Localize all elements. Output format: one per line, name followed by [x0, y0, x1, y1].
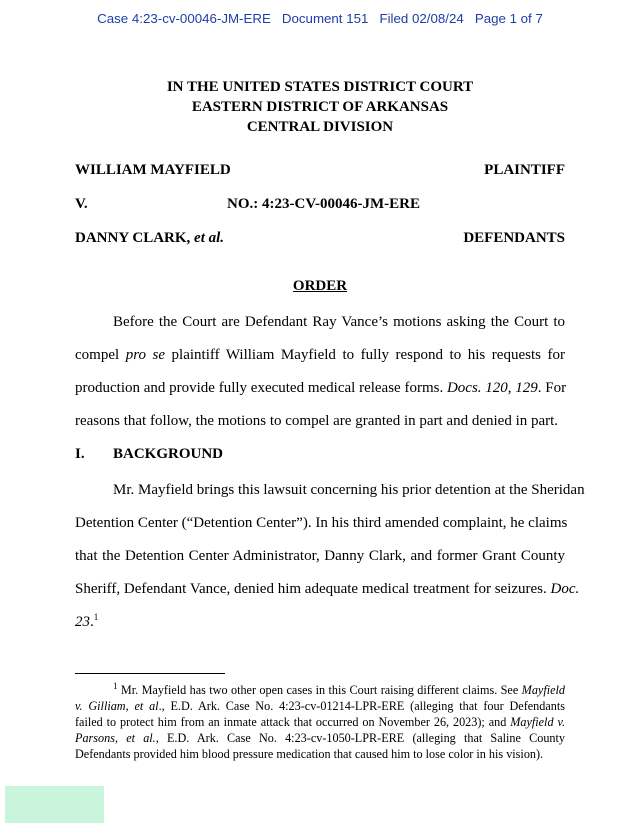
plaintiff-label: PLAINTIFF: [484, 162, 565, 178]
footnote-line-1: $^1$ Mr. Mayfield has two other open cases in this Court raising different claims. See Mayfield: [113, 680, 565, 697]
intro-line-3: production and provide fully executed medical release forms. Docs. 120, 129. For: [75, 380, 567, 396]
footnote-line-3: failed to protect him from an inmate attack that occurred on November 26, 2023); and Mayfield v.: [75, 715, 565, 729]
defendant-name: DANNY CLARK, et al.: [75, 230, 225, 246]
order-title: ORDER: [292, 278, 348, 294]
court-district: EASTERN DISTRICT OF ARKANSAS: [191, 99, 449, 115]
versus: V.: [75, 196, 88, 212]
background-line-4: Sheriff, Defendant Vance, denied him adequate medical treatment for seizures. Doc.: [75, 581, 580, 597]
caption-case-row: [75, 194, 565, 214]
section-number: I.: [75, 446, 85, 462]
plaintiff-name: WILLIAM MAYFIELD: [75, 162, 231, 178]
court-heading: [0, 77, 640, 137]
footnote-divider: [75, 673, 225, 674]
intro-line-4: reasons that follow, the motions to compel are granted in part and denied in part.: [75, 413, 559, 429]
intro-line-2: compel pro se plaintiff William Mayfield to fully respond to his requests for: [75, 347, 565, 363]
footnote-mark: 1: [113, 680, 118, 691]
footnote-line-4: Parsons, et al., E.D. Ark. Case No. 4:23-cv-1050-LPR-ERE (alleging that Saline County: [75, 731, 565, 745]
background-line-1: Mr. Mayfield brings this lawsuit concerning his prior detention at the Sheridan: [113, 482, 585, 498]
footnote-line-5: Defendants provided him blood pressure medication that caused him to lose color in his vision).: [75, 747, 544, 761]
court-division: CENTRAL DIVISION: [246, 119, 394, 135]
annotation-highlight-box: [5, 786, 104, 823]
footnote-reference: 1: [93, 612, 99, 622]
ecf-filing-header: Case 4:23-cv-00046-JM-ERE Document 151 Filed 02/08/24 Page 1 of 7: [97, 11, 543, 26]
case-number: NO.: 4:23-CV-00046-JM-ERE: [227, 196, 421, 212]
court-name: IN THE UNITED STATES DISTRICT COURT: [166, 79, 474, 95]
caption-defendant-row: [75, 228, 565, 248]
caption-plaintiff-row: [75, 160, 565, 180]
section-title: BACKGROUND: [113, 446, 224, 462]
background-line-2: Detention Center (“Detention Center”). In his third amended complaint, he claims: [75, 515, 568, 531]
background-line-5: 23.$^1$: [75, 612, 99, 630]
footnote-line-2: v. Gilliam, et al., E.D. Ark. Case No. 4:23-cv-01214-LPR-ERE (alleging that four Defendants: [75, 699, 565, 713]
background-line-3: that the Detention Center Administrator, Danny Clark, and former Grant County: [75, 548, 565, 564]
intro-line-1: Before the Court are Defendant Ray Vance’s motions asking the Court to: [113, 314, 565, 330]
defendant-label: DEFENDANTS: [463, 230, 565, 246]
